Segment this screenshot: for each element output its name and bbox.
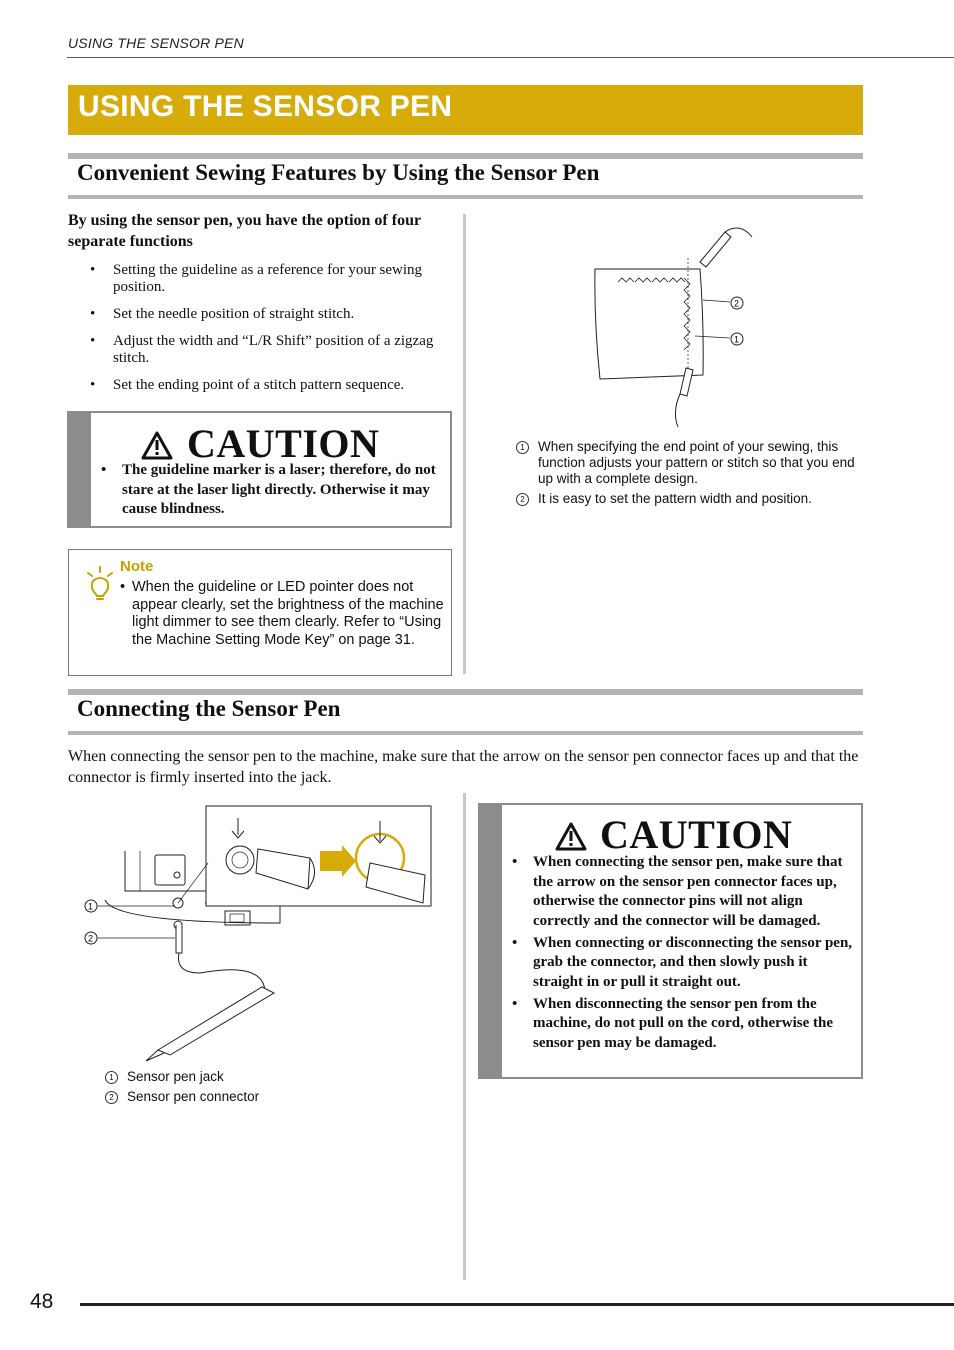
caution-item: • When disconnecting the sensor pen from the machine, do not pull on the cord, otherwise the sensor pen may be damaged. [511,995,856,1054]
note-label: Note [120,558,154,575]
section-title-features: Convenient Sewing Features by Using the Sensor Pen [77,160,600,185]
warning-triangle-icon [555,822,587,851]
caution-box-laser [67,411,452,528]
caution-list [100,461,442,522]
section-rule-top [68,689,863,695]
running-head: USING THE SENSOR PEN [68,35,244,51]
lead-text: By using the sensor pen, you have the option of four separate functions [68,212,421,250]
caution-side-bar [69,413,91,526]
callout-text: It is easy to set the pattern width and position. [538,491,812,506]
section-rule-bottom [68,195,863,199]
callout-text: Sensor pen jack [127,1069,224,1084]
callout-number: 1 [105,1071,118,1084]
page-number: 48 [30,1290,54,1313]
callout-text: Sensor pen connector [127,1089,260,1104]
sensor-pen-connection-illustration [80,803,435,1065]
column-divider [463,793,466,1280]
warning-triangle-icon [141,431,173,460]
sensor-pen-fabric-illustration [580,222,770,432]
section-title-connecting: Connecting the Sensor Pen [77,696,341,721]
connecting-body-text: When connecting the sensor pen to the machine, make sure that the arrow on the sensor pen connector faces up and that the connector is firmly inserted into the jack. [68,748,859,786]
list-item: • Set the needle position of straight stitch. [90,306,455,323]
page-title-bar [68,85,863,135]
list-item: • Adjust the width and “L/R Shift” position of a zigzag stitch. [90,333,455,367]
feature-list [90,262,455,404]
caution-list [511,853,856,1056]
callout-1-label: 1 [88,901,94,912]
figure-callout-1 [516,439,861,487]
callout-2-label: 2 [734,298,740,309]
header-rule [67,57,954,58]
caution-title: CAUTION [187,421,380,466]
page-title: USING THE SENSOR PEN [78,90,453,123]
figure-callout-2 [516,491,861,507]
note-text: • When the guideline or LED pointer does not appear clearly, set the brightness of the machine light dimmer to see them clearly. Refer to “Using the Machine Setting Mode Key” on page 31. [120,579,448,649]
callout-2-label: 2 [88,933,94,944]
callout-1-label: 1 [734,334,740,345]
section-rule-top [68,153,863,159]
list-item: • Setting the guideline as a reference for your sewing position. [90,262,455,296]
caution-item: • The guideline marker is a laser; therefore, do not stare at the laser light directly. Otherwise it may cause blindness. [100,461,442,520]
caution-title: CAUTION [600,812,793,857]
figure-callout-2 [105,1089,405,1105]
caution-box-connecting [478,803,863,1079]
callout-number: 2 [516,493,529,506]
callout-text: When specifying the end point of your sewing, this function adjusts your pattern or stitch so that you end up with a complete design. [538,439,855,486]
callout-number: 1 [516,441,529,454]
callout-number: 2 [105,1091,118,1104]
note-box [68,549,452,676]
lightbulb-icon [83,564,117,604]
footer-rule [80,1303,954,1306]
figure-callout-1 [105,1069,405,1085]
caution-item: • When connecting the sensor pen, make sure that the arrow on the sensor pen connector faces up, otherwise the connector pins will not align correctly and the connector will be damaged. [511,853,856,931]
list-item: • Set the ending point of a stitch pattern sequence. [90,377,455,394]
column-divider [463,214,466,674]
caution-side-bar [480,805,502,1077]
section-rule-bottom [68,731,863,735]
caution-item: • When connecting or disconnecting the sensor pen, grab the connector, and then slowly push it straight in or pull it straight out. [511,934,856,993]
note-body: When the guideline or LED pointer does not appear clearly, set the brightness of the machine light dimmer to see them clearly. Refer to “Using the Machine Setting Mode Key” on page 31. [132,579,444,648]
